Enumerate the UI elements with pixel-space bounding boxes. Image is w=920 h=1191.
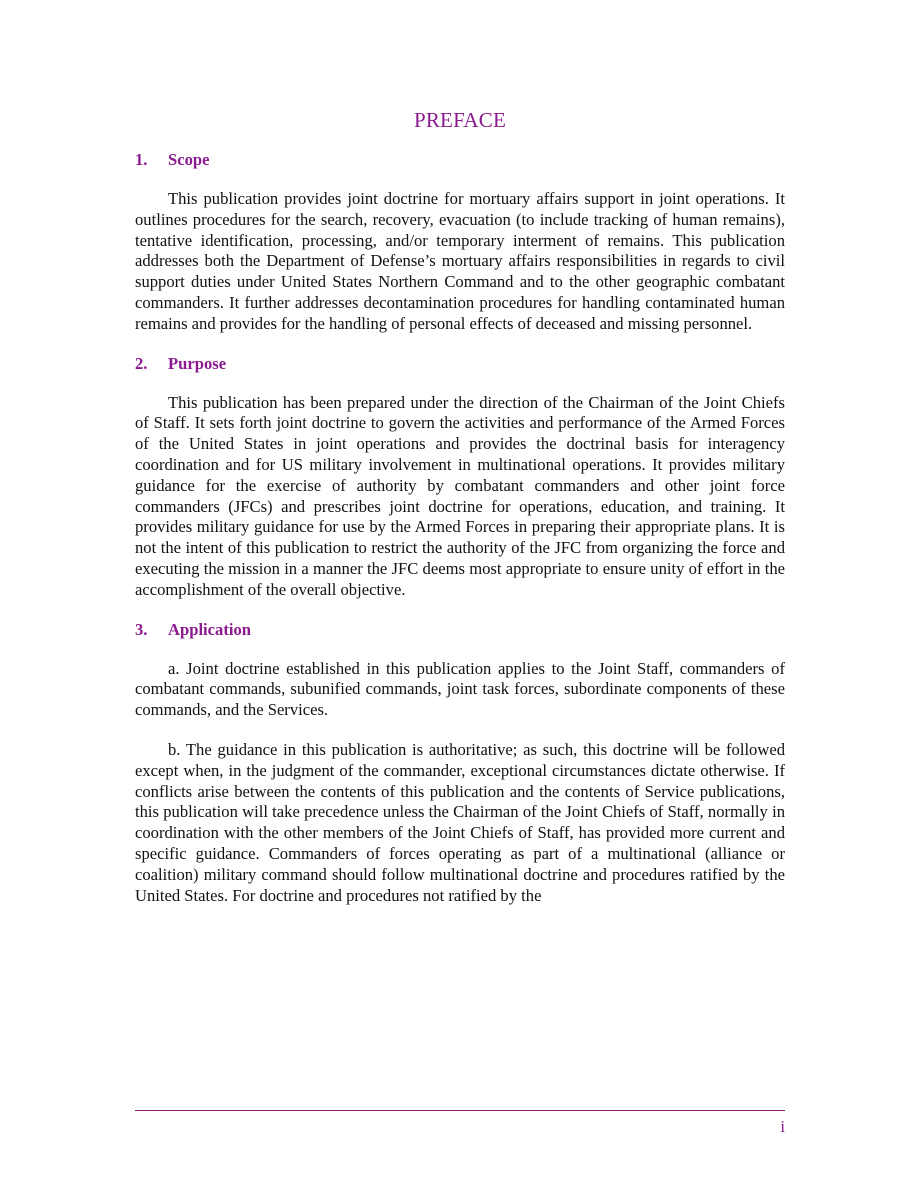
page-title: PREFACE (413, 108, 507, 132)
paragraph: b. The guidance in this publication is authoritative; as such, this doctrine will be followed except when, in the judgment of the commander, exceptional circumstances dictate otherwise. If conflicts arise between the contents of this publication and the contents of Service publications, this publication will take precedence unless the Chairman of the Joint Chiefs of Staff, normally in coordination with the other members of the Joint Chiefs of Staff, has provided more current and specific guidance. Commanders of forces operating as part of a multinational (alliance or coalition) military command should follow multinational doctrine and procedures ratified by the United States. For doctrine and procedures not ratified by the (135, 739, 785, 905)
section-number: 1. (135, 150, 148, 169)
section-heading (135, 620, 785, 642)
paragraph: This publication has been prepared under the direction of the Chairman of the Joint Chiefs of Staff. It sets forth joint doctrine to govern the activities and performance of the Armed Forces of the United States in joint operations and provides the doctrinal basis for interagency coordination and for US military involvement in multinational operations. It provides military guidance for the exercise of authority by combatant commanders and other joint force commanders (JFCs) and prescribes joint doctrine for operations, education, and training. It provides military guidance for use by the Armed Forces in preparing their appropriate plans. It is not the intent of this publication to restrict the authority of the JFC from organizing the force and executing the mission in a manner the JFC deems most appropriate to ensure unity of effort in the accomplishment of the overall objective. (135, 392, 785, 599)
section-application (135, 620, 785, 907)
section-heading (135, 354, 785, 376)
section-number: 2. (135, 353, 148, 373)
section-number: 3. (135, 619, 148, 639)
section-purpose (135, 354, 785, 601)
paragraph: a. Joint doctrine established in this publication applies to the Joint Staff, commanders of combatant commands, subunified commands, joint task forces, subordinate components of these commands, and the Services. (135, 658, 785, 720)
footer-rule (135, 1110, 785, 1111)
page-number: i (780, 1117, 785, 1136)
section-title: Application (168, 619, 251, 639)
paragraph: This publication provides joint doctrine for mortuary affairs support in joint operations. It outlines procedures for the search, recovery, evacuation (to include tracking of human remains), tentative identification, processing, and/or temporary interment of remains. This publication addresses both the Department of Defense’s mortuary affairs responsibilities in regards to civil support duties under United States Northern Command and to the other geographic combatant commanders. It further addresses decontamination procedures for handling contaminated human remains and provides for the handling of personal effects of deceased and missing personnel. (135, 189, 785, 333)
section-title: Scope (168, 150, 210, 169)
section-title: Purpose (168, 353, 227, 373)
section-scope (135, 150, 785, 335)
section-heading (135, 150, 785, 172)
document-body (135, 150, 785, 906)
